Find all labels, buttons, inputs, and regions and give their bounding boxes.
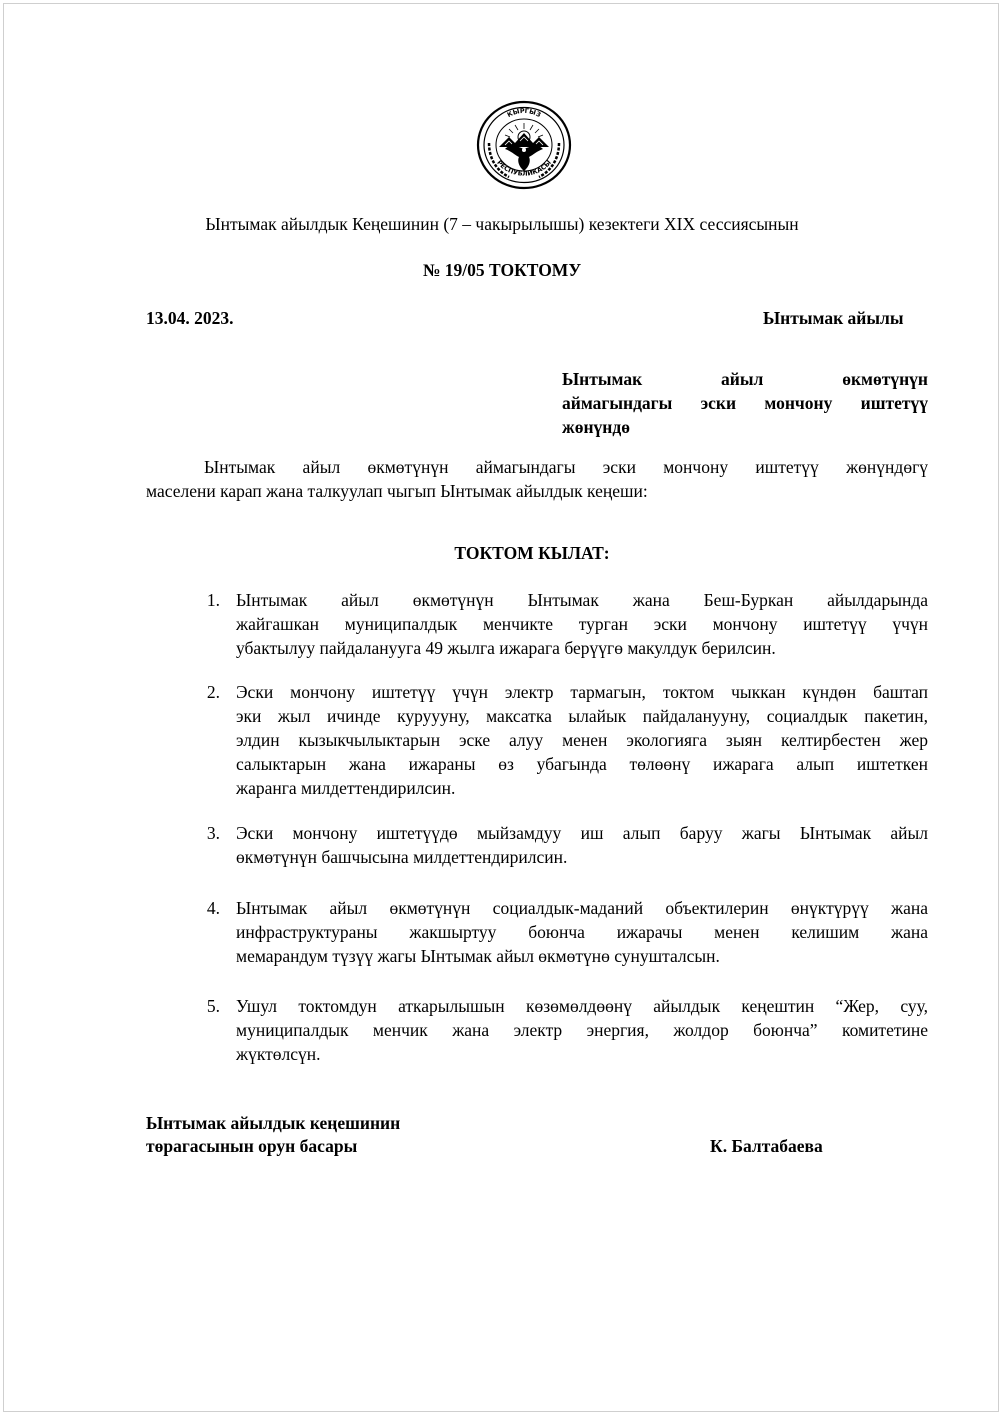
session-title: Ынтымак айылдык Кеңешинин (7 – чакырылышы) кезектеги XIX сессиясынын: [205, 214, 799, 234]
item-line: муниципалдык менчик жана электр энергия, жолдор боюнча” комитетине: [236, 1020, 928, 1040]
preamble-line: маселени карап жана талкуулап чыгып Ынтымак айылдык кеңеши:: [146, 481, 648, 501]
signatory-title-line-1: Ынтымак айылдык кеңешинин: [146, 1113, 401, 1133]
decision-item-5: [236, 994, 928, 1066]
preamble: [146, 455, 928, 503]
decision-heading: ТОКТОМ КЫЛАТ:: [454, 543, 610, 563]
item-line: мемарандум түзүү жагы Ынтымак айыл өкмөтүнө сунушталсын.: [236, 946, 720, 966]
subject-line: аймагындагы эски мончону иштетүү: [562, 393, 928, 413]
item-number: 1.: [206, 590, 220, 610]
item-line: жаранга милдеттендирилсин.: [236, 778, 456, 798]
item-line: Ынтымак айыл өкмөтүнүн социалдык-маданий объектилерин өнүктүрүү жана: [236, 898, 928, 918]
svg-text:КЫРГЫЗ: КЫРГЫЗ: [505, 106, 543, 120]
decision-item-3: [236, 821, 928, 869]
signatory-title-line-2: төрагасынын орун басары: [146, 1136, 358, 1156]
item-line: Ушул токтомдун аткарылышын көзөмөлдөөнү айылдык кеңештин “Жер, суу,: [236, 996, 928, 1016]
resolution-date: 13.04. 2023.: [146, 308, 234, 328]
preamble-line: Ынтымак айыл өкмөтүнүн аймагындагы эски мончону иштетүү жөнүндөгү: [204, 457, 928, 477]
decision-item-2: [236, 680, 928, 800]
item-line: эки жыл ичинде куруууну, максатка ылайык пайдаланууну, социалдык пакетин,: [236, 706, 928, 726]
decision-item-1: [236, 588, 928, 660]
decision-item-4: [236, 896, 928, 968]
item-line: өкмөтүнүн башчысына милдеттендирилсин.: [236, 847, 568, 867]
item-line: Эски мончону иштетүү үчүн электр тармагын, токтом чыккан күндөн баштап: [236, 682, 928, 702]
svg-text:РЕСПУБЛИКАСЫ: РЕСПУБЛИКАСЫ: [495, 158, 553, 178]
item-number: 5.: [206, 996, 220, 1016]
item-line: элдин кызыкчылыктарын эске алуу менен экологияга зыян келтирбестен жер: [236, 730, 928, 750]
signatory-name: К. Балтабаева: [710, 1136, 823, 1156]
emblem-icon: [475, 99, 573, 191]
item-number: 2.: [206, 682, 220, 702]
item-number: 3.: [206, 823, 220, 843]
item-line: Ынтымак айыл өкмөтүнүн Ынтымак жана Беш-Буркан айылдарында: [236, 590, 928, 610]
resolution-subject: [562, 367, 928, 439]
subject-line: жөнүндө: [562, 417, 630, 437]
item-line: Эски мончону иштетүүдө мыйзамдуу иш алып баруу жагы Ынтымак айыл: [236, 823, 928, 843]
item-line: убактылуу пайдаланууга 49 жылга ижарага берүүгө макулдук берилсин.: [236, 638, 776, 658]
item-line: жүктөлсүн.: [236, 1044, 321, 1064]
subject-line: Ынтымак айыл өкмөтүнүн: [562, 369, 928, 389]
resolution-number: № 19/05 ТОКТОМУ: [422, 260, 582, 280]
item-line: жайгашкан муниципалдык менчикте турган эски мончону иштетүү үчүн: [236, 614, 928, 634]
state-emblem: [475, 99, 573, 191]
item-line: инфраструктураны жакшыртуу боюнча ижарачы менен келишим жана: [236, 922, 928, 942]
resolution-place: Ынтымак айылы: [763, 308, 904, 328]
item-line: салыктарын жана ижараны өз убагында төлөөнү ижарага алып иштеткен: [236, 754, 928, 774]
item-number: 4.: [206, 898, 220, 918]
